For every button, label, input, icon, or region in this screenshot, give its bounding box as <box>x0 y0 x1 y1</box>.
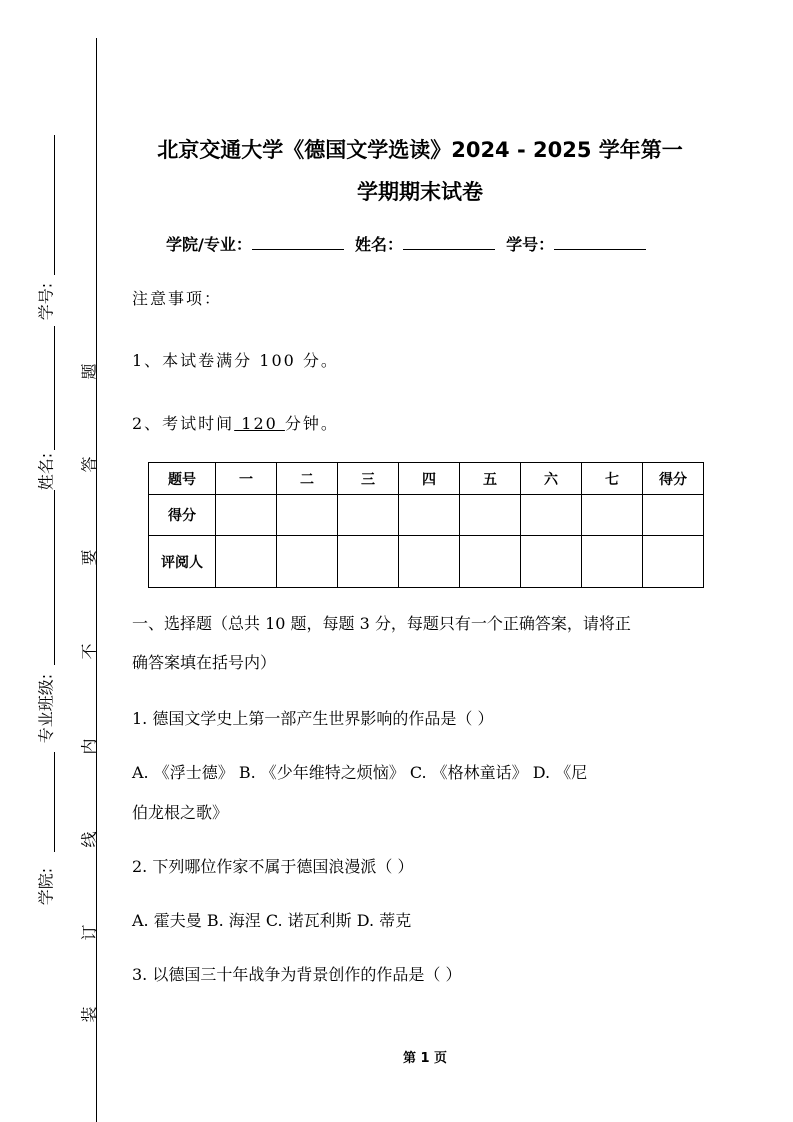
grader-cell[interactable] <box>460 536 521 588</box>
note-item-2-prefix: 2、考试时间 <box>132 414 235 433</box>
score-cell[interactable] <box>521 495 582 536</box>
seal-char: 订 <box>79 924 99 941</box>
score-cell[interactable] <box>643 495 704 536</box>
score-table <box>148 462 704 588</box>
margin-name-label: 姓名: <box>36 452 56 491</box>
margin-college-label: 学院: <box>36 867 56 906</box>
grader-cell[interactable] <box>338 536 399 588</box>
header-cell: 二 <box>277 463 338 495</box>
margin-class-label: 专业班级: <box>36 673 56 744</box>
score-cell[interactable] <box>582 495 643 536</box>
section1-heading-line1: 一、选择题（总共 10 题，每题 3 分，每题只有一个正确答案，请将正 <box>132 614 631 633</box>
margin-field-line <box>54 752 55 852</box>
college-label: 学院/专业： <box>166 235 252 254</box>
row-label: 得分 <box>149 495 216 536</box>
seal-char: 不 <box>79 643 99 660</box>
margin-field-line <box>54 490 55 665</box>
header-cell: 五 <box>460 463 521 495</box>
grader-cell[interactable] <box>399 536 460 588</box>
score-cell[interactable] <box>338 495 399 536</box>
table-row <box>149 536 704 588</box>
college-blank[interactable] <box>252 233 344 250</box>
student-id-label: 学号： <box>506 235 555 254</box>
seal-char: 内 <box>79 738 99 755</box>
note-item-2-suffix: 分钟。 <box>284 414 339 433</box>
margin-student-id-label: 学号: <box>36 282 56 321</box>
header-cell: 六 <box>521 463 582 495</box>
row-label: 评阅人 <box>149 536 216 588</box>
seal-char: 装 <box>79 1006 99 1023</box>
exam-title-line1: 北京交通大学《德国文学选读》2024 - 2025 学年第一 <box>157 138 683 162</box>
margin-field-line <box>54 326 55 450</box>
header-cell: 一 <box>216 463 277 495</box>
name-blank[interactable] <box>403 233 495 250</box>
question-2-stem: 2. 下列哪位作家不属于德国浪漫派（ ） <box>132 857 414 876</box>
student-info-row <box>166 232 646 255</box>
header-cell: 七 <box>582 463 643 495</box>
seal-char: 题 <box>79 363 99 380</box>
score-cell[interactable] <box>399 495 460 536</box>
exam-title-line2: 学期期末试卷 <box>357 180 483 204</box>
seal-char: 要 <box>79 549 99 566</box>
question-1-stem: 1. 德国文学史上第一部产生世界影响的作品是（ ） <box>132 709 494 728</box>
table-row <box>149 495 704 536</box>
question-1-options-cont: 伯龙根之歌》 <box>132 803 229 822</box>
notes-heading: 注意事项： <box>132 289 223 308</box>
page-number: 第 1 页 <box>402 1051 448 1066</box>
header-cell: 三 <box>338 463 399 495</box>
score-cell[interactable] <box>460 495 521 536</box>
note-item-2 <box>132 411 339 434</box>
question-3-stem: 3. 以德国三十年战争为背景创作的作品是（ ） <box>132 965 462 984</box>
binding-line <box>96 38 97 1122</box>
student-id-blank[interactable] <box>554 233 646 250</box>
note-item-1: 1、本试卷满分 100 分。 <box>132 351 339 370</box>
header-cell: 四 <box>399 463 460 495</box>
question-2-options: A. 霍夫曼 B. 海涅 C. 诺瓦利斯 D. 蒂克 <box>132 911 412 930</box>
name-label: 姓名： <box>355 235 404 254</box>
header-cell: 题号 <box>149 463 216 495</box>
grader-cell[interactable] <box>643 536 704 588</box>
margin-field-line <box>54 135 55 275</box>
score-cell[interactable] <box>277 495 338 536</box>
score-table-header <box>149 463 704 495</box>
grader-cell[interactable] <box>582 536 643 588</box>
header-cell: 得分 <box>643 463 704 495</box>
seal-char: 答 <box>79 456 99 473</box>
section1-heading-line2: 确答案填在括号内） <box>132 653 277 672</box>
seal-char: 线 <box>79 831 99 848</box>
grader-cell[interactable] <box>521 536 582 588</box>
grader-cell[interactable] <box>277 536 338 588</box>
score-cell[interactable] <box>216 495 277 536</box>
exam-duration: 120 <box>234 414 285 433</box>
question-1-options: A. 《浮士德》 B. 《少年维特之烦恼》 C. 《格林童话》 D. 《尼 <box>132 763 588 782</box>
grader-cell[interactable] <box>216 536 277 588</box>
